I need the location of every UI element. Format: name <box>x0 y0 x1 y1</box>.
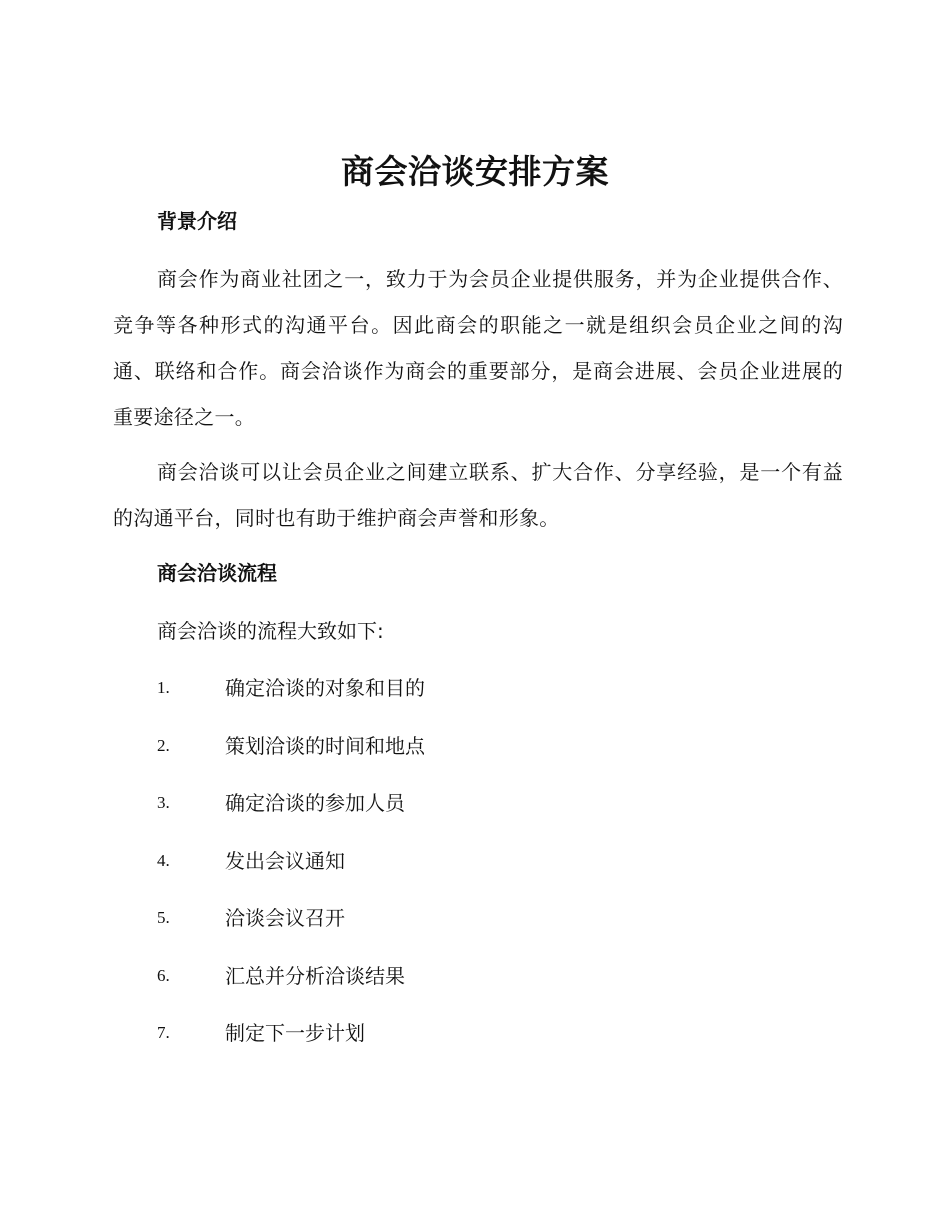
step-text: 发出会议通知 <box>225 848 345 873</box>
step-text: 确定洽谈的对象和目的 <box>225 676 425 700</box>
step-text: 汇总并分析洽谈结果 <box>225 963 405 988</box>
list-item <box>157 847 425 905</box>
document-title: 商会洽谈安排方案 <box>341 152 609 191</box>
list-item <box>157 904 425 962</box>
step-number: 6. <box>157 965 170 985</box>
section-heading-background: 背景介绍 <box>157 209 237 233</box>
list-item <box>157 789 425 847</box>
list-item <box>157 1019 425 1077</box>
step-number: 2. <box>157 735 170 755</box>
section-heading-process: 商会洽谈流程 <box>157 561 277 585</box>
step-text: 洽谈会议召开 <box>225 906 345 930</box>
step-text: 制定下一步计划 <box>225 1021 365 1045</box>
step-text: 确定洽谈的参加人员 <box>225 791 405 815</box>
process-step-list <box>157 674 425 1077</box>
list-item <box>157 962 425 1020</box>
step-number: 1. <box>157 678 170 697</box>
paragraph-background-1: 商会作为商业社团之一，致力于为会员企业提供服务，并为企业提供合作、竞争等各种形式的沟通平台。因此商会的职能之一就是组织会员企业之间的沟通、联络和合作。商会洽谈作为商会的重要部分，是商会进展、会员企业进展的重要途径之一。 <box>113 267 843 429</box>
step-number: 5. <box>157 908 170 927</box>
paragraph-background-2: 商会洽谈可以让会员企业之间建立联系、扩大合作、分享经验，是一个有益的沟通平台，同时也有助于维护商会声誉和形象。 <box>113 460 843 530</box>
list-item <box>157 732 425 790</box>
step-text: 策划洽谈的时间和地点 <box>225 733 425 758</box>
step-number: 4. <box>157 850 170 870</box>
step-number: 3. <box>157 793 170 812</box>
list-item <box>157 674 425 732</box>
process-intro: 商会洽谈的流程大致如下: <box>157 619 384 643</box>
step-number: 7. <box>157 1023 170 1042</box>
